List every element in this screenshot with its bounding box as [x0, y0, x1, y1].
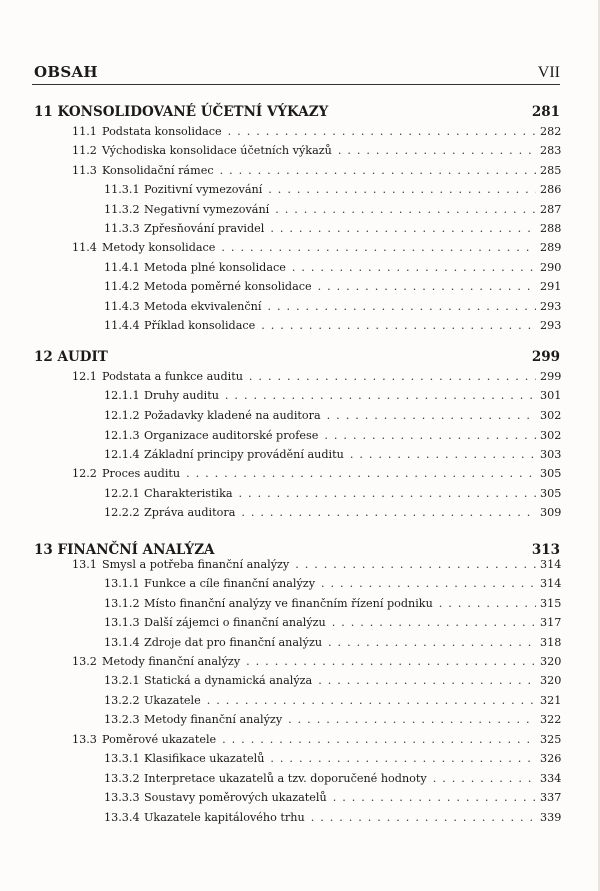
section-number: 11.4.4: [104, 319, 140, 332]
section-title: Příklad konsolidace: [144, 319, 256, 332]
section-page-number: 339: [540, 811, 562, 824]
section-number: 11.3: [72, 164, 97, 177]
dot-leader: [338, 144, 536, 158]
dot-leader: [246, 655, 536, 669]
toc-subsection-entry: [104, 183, 560, 197]
toc-subsection-entry: [104, 713, 560, 727]
dot-leader: [292, 261, 536, 275]
dot-leader: [267, 300, 536, 314]
dot-leader: [324, 429, 536, 443]
dot-leader: [332, 616, 536, 630]
section-title: Zpráva auditora: [144, 506, 236, 519]
dot-leader: [295, 558, 536, 572]
chapter-heading: [34, 104, 560, 120]
section-title: Organizace auditorské profese: [144, 429, 319, 442]
toc-subsection-entry: [104, 448, 560, 462]
toc-subsection-entry: [104, 261, 560, 275]
running-head-title: OBSAH: [34, 63, 98, 81]
section-title: Negativní vymezování: [144, 203, 270, 216]
section-number: 11.4.2: [104, 280, 140, 293]
section-number: 13.2: [72, 655, 97, 668]
section-page-number: 285: [540, 164, 562, 177]
chapter-heading: [34, 542, 560, 558]
section-number: 13.2.3: [104, 713, 140, 726]
dot-leader: [350, 448, 536, 462]
section-title: Ukazatele: [144, 694, 201, 707]
dot-leader: [225, 389, 536, 403]
dot-leader: [228, 125, 536, 139]
dot-leader: [249, 370, 536, 384]
section-page-number: 305: [540, 467, 562, 480]
toc-subsection-entry: [104, 319, 560, 333]
section-page-number: 299: [540, 370, 562, 383]
section-number: 13.3.1: [104, 752, 140, 765]
toc-subsection-entry: [104, 389, 560, 403]
toc-section-entry: [72, 733, 560, 747]
toc-subsection-entry: [104, 694, 560, 708]
dot-leader: [275, 203, 536, 217]
dot-leader: [327, 409, 536, 423]
dot-leader: [220, 164, 536, 178]
section-page-number: 293: [540, 300, 562, 313]
section-number: 13.2.1: [104, 674, 140, 687]
section-title: Poměrové ukazatele: [102, 733, 217, 746]
section-page-number: 288: [540, 222, 562, 235]
section-title: Metoda ekvivalenční: [144, 300, 262, 313]
dot-leader: [268, 183, 536, 197]
section-number: 11.2: [72, 144, 97, 157]
toc-subsection-entry: [104, 577, 560, 591]
toc-section-entry: [72, 370, 560, 384]
section-number: 12.2.1: [104, 487, 140, 500]
dot-leader: [270, 222, 536, 236]
section-number: 13.1.1: [104, 577, 140, 590]
toc-subsection-entry: [104, 752, 560, 766]
section-page-number: 314: [540, 558, 562, 571]
section-page-number: 315: [540, 597, 562, 610]
toc-subsection-entry: [104, 811, 560, 825]
dot-leader: [241, 506, 536, 520]
chapter-heading: [34, 349, 560, 365]
section-page-number: 321: [540, 694, 562, 707]
section-page-number: 302: [540, 409, 562, 422]
section-number: 13.3.2: [104, 772, 140, 785]
chapter-page-number: 281: [531, 104, 560, 120]
running-head-page-number: VII: [537, 64, 560, 81]
dot-leader: [328, 636, 536, 650]
section-title: Pozitivní vymezování: [144, 183, 263, 196]
toc-subsection-entry: [104, 791, 560, 805]
section-number: 11.4.1: [104, 261, 140, 274]
dot-leader: [333, 791, 536, 805]
section-page-number: 291: [540, 280, 562, 293]
dot-leader: [439, 597, 536, 611]
toc-section-entry: [72, 558, 560, 572]
section-page-number: 322: [540, 713, 562, 726]
section-title: Požadavky kladené na auditora: [144, 409, 321, 422]
toc-subsection-entry: [104, 203, 560, 217]
dot-leader: [318, 280, 536, 294]
toc-section-entry: [72, 467, 560, 481]
toc-subsection-entry: [104, 506, 560, 520]
section-title: Metody finanční analýzy: [102, 655, 241, 668]
section-page-number: 337: [540, 791, 562, 804]
section-number: 11.4: [72, 241, 97, 254]
section-page-number: 325: [540, 733, 562, 746]
section-title: Podstata a funkce auditu: [102, 370, 243, 383]
dot-leader: [221, 241, 536, 255]
section-title: Metoda poměrné konsolidace: [144, 280, 312, 293]
section-title: Východiska konsolidace účetních výkazů: [102, 144, 332, 157]
toc-subsection-entry: [104, 409, 560, 423]
section-title: Proces auditu: [102, 467, 181, 480]
dot-leader: [186, 467, 536, 481]
section-title: Zpřesňování pravidel: [144, 222, 265, 235]
section-title: Druhy auditu: [144, 389, 219, 402]
section-title: Interpretace ukazatelů a tzv. doporučené hodnoty: [144, 772, 427, 785]
toc-section-entry: [72, 144, 560, 158]
section-page-number: 326: [540, 752, 562, 765]
section-number: 13.3.4: [104, 811, 140, 824]
section-number: 13.1: [72, 558, 97, 571]
dot-leader: [270, 752, 536, 766]
toc-section-entry: [72, 241, 560, 255]
chapter-page-number: 299: [531, 349, 560, 365]
section-number: 11.3.3: [104, 222, 140, 235]
dot-leader: [321, 577, 536, 591]
section-page-number: 286: [540, 183, 562, 196]
dot-leader: [311, 811, 536, 825]
section-page-number: 290: [540, 261, 562, 274]
section-number: 12.1.2: [104, 409, 140, 422]
dot-leader: [239, 487, 536, 501]
toc-subsection-entry: [104, 616, 560, 630]
section-number: 11.3.2: [104, 203, 140, 216]
section-page-number: 309: [540, 506, 562, 519]
chapter-title: 12 AUDIT: [34, 349, 108, 365]
toc-section-entry: [72, 655, 560, 669]
dot-leader: [222, 733, 536, 747]
section-page-number: 301: [540, 389, 562, 402]
section-page-number: 320: [540, 674, 562, 687]
toc-subsection-entry: [104, 597, 560, 611]
section-page-number: 287: [540, 203, 562, 216]
section-page-number: 289: [540, 241, 562, 254]
section-title: Funkce a cíle finanční analýzy: [144, 577, 316, 590]
toc-subsection-entry: [104, 429, 560, 443]
section-title: Zdroje dat pro finanční analýzu: [144, 636, 323, 649]
dot-leader: [261, 319, 536, 333]
section-number: 12.1.4: [104, 448, 140, 461]
toc-subsection-entry: [104, 487, 560, 501]
toc-section-entry: [72, 125, 560, 139]
section-page-number: 317: [540, 616, 562, 629]
section-number: 13.3.3: [104, 791, 140, 804]
section-number: 12.2.2: [104, 506, 140, 519]
toc-subsection-entry: [104, 280, 560, 294]
chapter-page-number: 313: [531, 542, 560, 558]
section-title: Statická a dynamická analýza: [144, 674, 313, 687]
toc-subsection-entry: [104, 222, 560, 236]
section-number: 13.1.2: [104, 597, 140, 610]
section-page-number: 318: [540, 636, 562, 649]
toc-subsection-entry: [104, 674, 560, 688]
section-page-number: 305: [540, 487, 562, 500]
section-page-number: 282: [540, 125, 562, 138]
section-number: 11.4.3: [104, 300, 140, 313]
dot-leader: [318, 674, 536, 688]
toc-subsection-entry: [104, 300, 560, 314]
section-title: Metody finanční analýzy: [144, 713, 283, 726]
section-title: Smysl a potřeba finanční analýzy: [102, 558, 290, 571]
dot-leader: [433, 772, 536, 786]
toc-subsection-entry: [104, 636, 560, 650]
section-page-number: 320: [540, 655, 562, 668]
section-title: Metoda plné konsolidace: [144, 261, 286, 274]
section-number: 13.1.4: [104, 636, 140, 649]
section-title: Podstata konsolidace: [102, 125, 222, 138]
section-number: 13.3: [72, 733, 97, 746]
section-page-number: 334: [540, 772, 562, 785]
section-page-number: 302: [540, 429, 562, 442]
toc-section-entry: [72, 164, 560, 178]
section-title: Místo finanční analýzy ve finančním řízení podniku: [144, 597, 433, 610]
section-title: Soustavy poměrových ukazatelů: [144, 791, 327, 804]
section-title: Metody konsolidace: [102, 241, 216, 254]
section-title: Klasifikace ukazatelů: [144, 752, 265, 765]
toc-subsection-entry: [104, 772, 560, 786]
section-number: 12.1.1: [104, 389, 140, 402]
section-title: Konsolidační rámec: [102, 164, 214, 177]
section-page-number: 293: [540, 319, 562, 332]
section-page-number: 283: [540, 144, 562, 157]
section-number: 12.1: [72, 370, 97, 383]
dot-leader: [288, 713, 536, 727]
section-title: Základní principy provádění auditu: [144, 448, 344, 461]
chapter-title: 13 FINANČNÍ ANALÝZA: [34, 542, 215, 558]
chapter-title: 11 KONSOLIDOVANÉ ÚČETNÍ VÝKAZY: [34, 104, 329, 120]
dot-leader: [207, 694, 536, 708]
section-page-number: 303: [540, 448, 562, 461]
section-number: 13.2.2: [104, 694, 140, 707]
section-number: 11.1: [72, 125, 97, 138]
section-number: 12.1.3: [104, 429, 140, 442]
section-page-number: 314: [540, 577, 562, 590]
section-title: Charakteristika: [144, 487, 233, 500]
section-number: 12.2: [72, 467, 97, 480]
section-title: Ukazatele kapitálového trhu: [144, 811, 305, 824]
section-number: 11.3.1: [104, 183, 140, 196]
section-title: Další zájemci o finanční analýzu: [144, 616, 326, 629]
section-number: 13.1.3: [104, 616, 140, 629]
